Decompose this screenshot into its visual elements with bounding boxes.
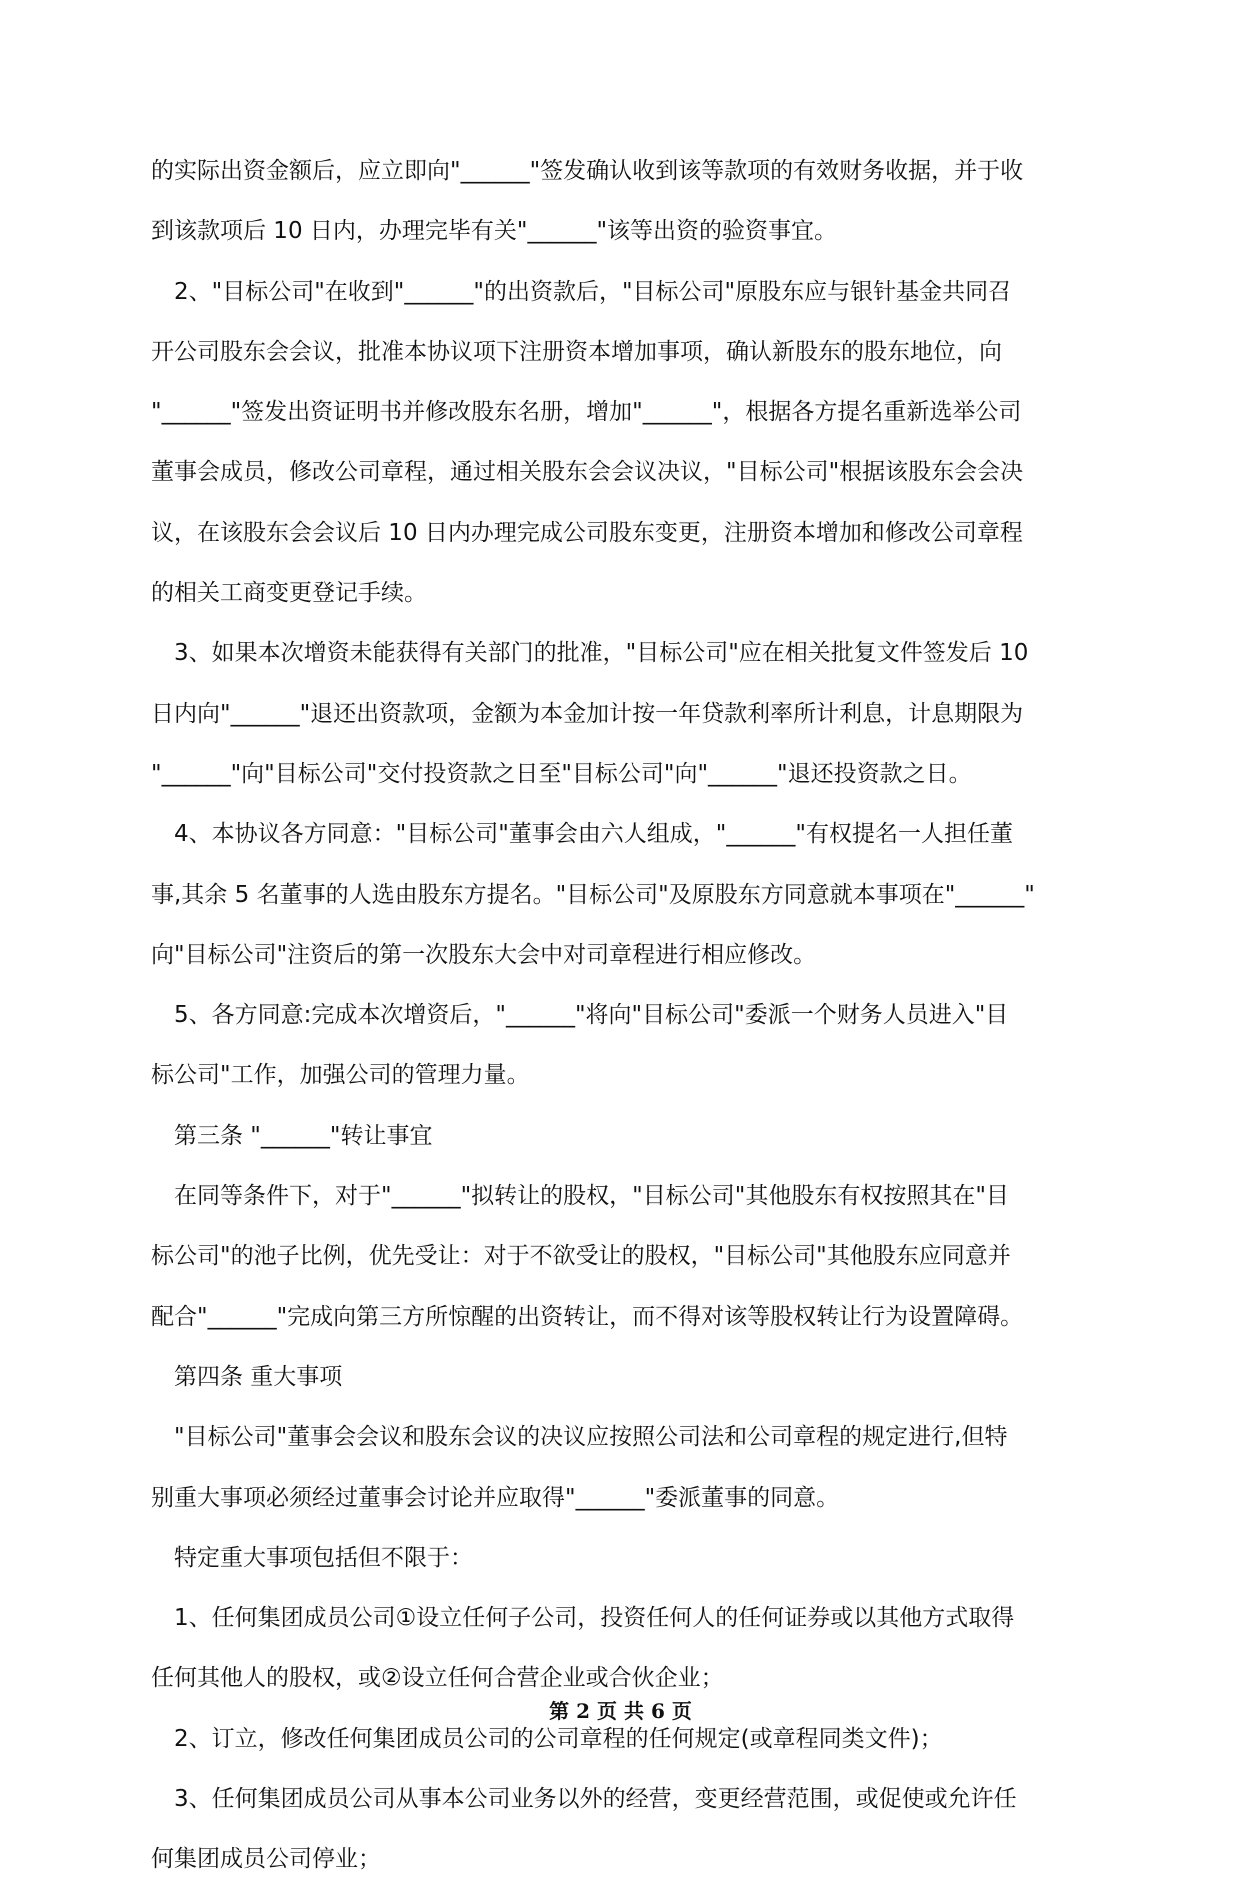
text-line: 议，在该股东会会议后 10 日内办理完成公司股东变更，注册资本增加和修改公司章程 (151, 519, 1023, 546)
text-line: 开公司股东会会议，批准本协议项下注册资本增加事项，确认新股东的股东地位，向 (151, 338, 1002, 365)
text-line: "目标公司"董事会会议和股东会议的决议应按照公司法和公司章程的规定进行,但特 (174, 1424, 1008, 1451)
text-line: 配合"______"完成向第三方所惊醒的出资转让，而不得对该等股权转让行为设置障碍。 (151, 1303, 1024, 1330)
text-line: 2、订立，修改任何集团成员公司的公司章程的任何规定(或章程同类文件)； (174, 1725, 943, 1752)
section-heading: 第四条 重大事项 (174, 1363, 343, 1390)
section-heading: 第三条 "______"转让事宜 (174, 1122, 433, 1149)
text-line: 2、"目标公司"在收到"______"的出资款后，"目标公司"原股东应与银针基金共同召 (174, 278, 1012, 305)
text-line: 的实际出资金额后，应立即向"______"签发确认收到该等款项的有效财务收据，并于收 (151, 158, 1024, 184)
text-line: 特定重大事项包括但不限于： (174, 1544, 473, 1571)
text-line: 3、如果本次增资未能获得有关部门的批准，"目标公司"应在相关批复文件签发后 10 (174, 640, 1029, 667)
text-line: 3、任何集团成员公司从事本公司业务以外的经营，变更经营范围，或促使或允许任 (174, 1786, 1017, 1813)
document-body (151, 150, 1091, 1899)
text-line: 的相关工商变更登记手续。 (151, 580, 427, 607)
text-line: 事,其余 5 名董事的人选由股东方提名。"目标公司"及原股东方同意就本事项在"______" (151, 881, 1035, 908)
text-line: 向"目标公司"注资后的第一次股东大会中对司章程进行相应修改。 (151, 941, 817, 968)
text-line: 标公司"的池子比例，优先受让：对于不欲受让的股权，"目标公司"其他股东应同意并 (151, 1243, 1011, 1270)
page-number: 第 2 页 共 6 页 (549, 1699, 692, 1723)
text-line: 任何其他人的股权，或②设立任何合营企业或合伙企业； (151, 1665, 724, 1692)
text-line: 到该款项后 10 日内，办理完毕有关"______"该等出资的验资事宜。 (151, 218, 838, 245)
text-line: "______"签发出资证明书并修改股东名册，增加"______"，根据各方提名重新选举公司 (151, 399, 1022, 426)
text-line: 董事会成员，修改公司章程，通过相关股东会会议决议，"目标公司"根据该股东会会决 (151, 459, 1024, 486)
text-line: 别重大事项必须经过董事会讨论并应取得"______"委派董事的同意。 (151, 1484, 840, 1511)
text-line: 5、各方同意:完成本次增资后，"______"将向"目标公司"委派一个财务人员进入"目 (174, 1002, 1009, 1029)
text-line: "______"向"目标公司"交付投资款之日至"目标公司"向"______"退还投资款之日。 (151, 760, 972, 787)
text-line: 日内向"______"退还出资款项，金额为本金加计按一年贷款利率所计利息，计息期限为 (151, 700, 1024, 727)
text-line: 在同等条件下，对于"______"拟转让的股权，"目标公司"其他股东有权按照其在"目 (174, 1183, 1009, 1210)
text-line: 1、任何集团成员公司①设立任何子公司，投资任何人的任何证券或以其他方式取得 (174, 1605, 1015, 1632)
text-line: 标公司"工作，加强公司的管理力量。 (151, 1062, 530, 1089)
text-line: 何集团成员公司停业； (151, 1846, 381, 1873)
text-line: 4、本协议各方同意："目标公司"董事会由六人组成，"______"有权提名一人担任董 (174, 821, 1013, 848)
